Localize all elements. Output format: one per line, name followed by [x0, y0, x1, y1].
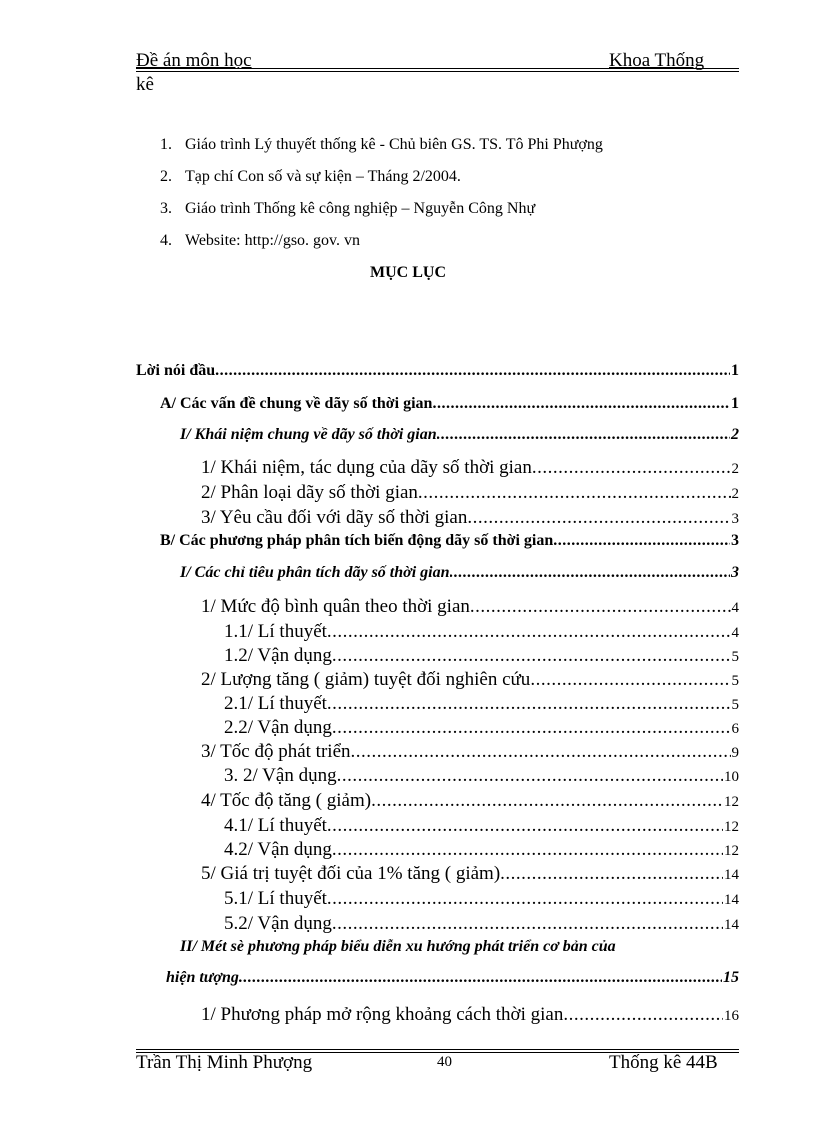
- toc-entry-page: 12: [724, 794, 739, 810]
- toc-leader: [437, 426, 730, 444]
- toc-entry-page: 9: [731, 745, 739, 761]
- toc-entry-page: 4: [731, 625, 739, 641]
- toc-entry-page: 10: [724, 769, 739, 785]
- reference-text: Website: http://gso. gov. vn: [185, 232, 360, 249]
- toc-entry-page: 3: [731, 532, 739, 549]
- toc-entry-label: 5.2/ Vận dụng: [224, 913, 332, 934]
- toc-entry-label: I/ Các chỉ tiêu phân tích dãy số thời gian: [180, 564, 450, 581]
- toc-leader: [418, 482, 731, 504]
- reference-number: 3.: [160, 200, 172, 217]
- toc-entry-label: 2/ Phân loại dãy số thời gian: [201, 482, 418, 503]
- toc-entry-label: 2/ Lượng tăng ( giảm) tuyệt đối nghiên cứu: [201, 669, 531, 690]
- toc-entry-page: 16: [724, 1008, 739, 1024]
- toc-entry-label: 3. 2/ Vận dụng: [224, 765, 337, 786]
- toc-leader: [327, 815, 723, 837]
- toc-entry-label: B/ Các phương pháp phân tích biến động dãy số thời gian: [160, 532, 554, 549]
- toc-entry-label: 3/ Tốc độ phát triển: [201, 741, 351, 762]
- reference-item: [160, 230, 603, 262]
- toc-entry-multiline-label: II/ Mét sè phương pháp biểu diễn xu hướng phát triển cơ bản của: [180, 938, 616, 955]
- references-list: [160, 134, 603, 262]
- toc-entry: [166, 969, 739, 987]
- toc-entry: [201, 482, 739, 504]
- reference-number: 2.: [160, 168, 172, 185]
- toc-leader: [327, 693, 731, 715]
- toc-leader: [467, 507, 730, 529]
- toc-entry: [224, 717, 739, 739]
- toc-leader: [532, 457, 731, 479]
- toc-entry-label: 5.1/ Lí thuyết: [224, 888, 327, 909]
- toc-entry-page: 12: [724, 819, 739, 835]
- header-course-title: Đề án môn học: [136, 50, 252, 71]
- toc-entry: [180, 564, 739, 582]
- toc-leader: [332, 717, 731, 739]
- toc-leader: [553, 532, 730, 550]
- toc-entry-page: 1: [731, 362, 739, 379]
- header-rule-secondary: [136, 71, 739, 72]
- toc-entry-label: 3/ Yêu cầu đối với dãy số thời gian: [201, 507, 468, 528]
- toc-entry: [201, 741, 739, 763]
- reference-number: 1.: [160, 136, 172, 153]
- toc-entry: [201, 1004, 739, 1026]
- toc-entry-page: 2: [731, 461, 739, 477]
- toc-leader: [371, 790, 723, 812]
- toc-entry-page: 14: [724, 892, 739, 908]
- reference-item: [160, 134, 603, 166]
- toc-entry-page: 3: [731, 511, 739, 527]
- header-faculty-wrap: kê: [136, 74, 154, 95]
- toc-entry-label: 4.2/ Vận dụng: [224, 839, 332, 860]
- toc-entry-page: 5: [731, 697, 739, 713]
- toc-leader: [500, 863, 723, 885]
- toc-leader: [215, 362, 730, 380]
- toc-entry-page: 3: [731, 564, 739, 581]
- toc-entry-label: I/ Khái niệm chung về dãy số thời gian: [180, 426, 437, 443]
- toc-leader: [351, 741, 731, 763]
- toc-entry: [224, 888, 739, 910]
- toc-entry-label: 1.2/ Vận dụng: [224, 645, 332, 666]
- toc-leader: [337, 765, 723, 787]
- toc-entry: [201, 669, 739, 691]
- toc-entry: [224, 913, 739, 935]
- toc-entry: [201, 507, 739, 529]
- footer-author: Trần Thị Minh Phượng: [136, 1052, 313, 1073]
- toc-entry-label: 1.1/ Lí thuyết: [224, 621, 327, 642]
- toc-entry-page: 4: [731, 600, 739, 616]
- toc-entry: [224, 645, 739, 667]
- header-rule: [136, 68, 739, 69]
- toc-leader: [332, 913, 723, 935]
- toc-entry-label: 4.1/ Lí thuyết: [224, 815, 327, 836]
- toc-entry: [224, 765, 739, 787]
- toc-leader: [332, 839, 723, 861]
- toc-entry: [201, 457, 739, 479]
- toc-entry: [201, 596, 739, 618]
- toc-leader: [327, 888, 723, 910]
- reference-text: Giáo trình Lý thuyết thống kê - Chủ biên GS. TS. Tô Phi Phượng: [185, 136, 603, 153]
- toc-entry-label: A/ Các vấn đề chung về dãy số thời gian: [160, 395, 433, 412]
- toc-entry: [180, 426, 739, 444]
- toc-entry-page: 14: [724, 867, 739, 883]
- toc-entry: [224, 621, 739, 643]
- toc-entry-label: Lời nói đầu: [136, 362, 216, 379]
- toc-entry-page: 2: [731, 426, 739, 443]
- reference-item: [160, 198, 603, 230]
- toc-title: MỤC LỤC: [370, 264, 446, 281]
- toc-leader: [432, 395, 730, 413]
- toc-entry-page: 6: [731, 721, 739, 737]
- toc-entry-page: 15: [723, 969, 739, 986]
- toc-entry-label: 1/ Khái niệm, tác dụng của dãy số thời gian: [201, 457, 532, 478]
- toc-entry-label: 5/ Giá trị tuyệt đối của 1% tăng ( giảm): [201, 863, 501, 884]
- toc-leader: [332, 645, 731, 667]
- toc-entry-page: 2: [731, 486, 739, 502]
- toc-entry: [201, 863, 739, 885]
- toc-entry-page: 5: [731, 673, 739, 689]
- toc-leader: [563, 1004, 723, 1026]
- toc-entry-page: 12: [724, 843, 739, 859]
- toc-entry: [224, 693, 739, 715]
- footer-class: Thống kê 44B: [609, 1052, 718, 1073]
- reference-item: [160, 166, 603, 198]
- toc-leader: [470, 596, 731, 618]
- reference-text: Tạp chí Con số và sự kiện – Tháng 2/2004.: [185, 168, 461, 185]
- footer-page-number: 40: [437, 1054, 452, 1070]
- toc-leader: [530, 669, 730, 691]
- reference-number: 4.: [160, 232, 172, 249]
- reference-text: Giáo trình Thống kê công nghiệp – Nguyễn Công Nhự: [185, 200, 536, 217]
- toc-entry-label: 1/ Mức độ bình quân theo thời gian: [201, 596, 470, 617]
- toc-entry-label: 4/ Tốc độ tăng ( giảm): [201, 790, 372, 811]
- footer-rule: [136, 1049, 739, 1050]
- header-faculty: Khoa Thống: [609, 50, 705, 71]
- toc-leader: [327, 621, 731, 643]
- toc-entry-label: 1/ Phương pháp mở rộng khoảng cách thời gian: [201, 1004, 564, 1025]
- toc-entry-page: 14: [724, 917, 739, 933]
- toc-entry-page: 5: [731, 649, 739, 665]
- toc-entry-page: 1: [731, 395, 739, 412]
- toc-entry: [201, 790, 739, 812]
- toc-entry-label: 2.2/ Vận dụng: [224, 717, 332, 738]
- toc-entry-label: hiện tượng: [166, 969, 239, 986]
- toc-leader: [239, 969, 722, 987]
- toc-entry: [224, 839, 739, 861]
- toc-entry-label: 2.1/ Lí thuyết: [224, 693, 327, 714]
- toc-entry: [160, 395, 739, 413]
- toc-leader: [450, 564, 730, 582]
- toc-entry: [136, 362, 739, 380]
- toc-entry: [160, 532, 739, 550]
- toc-entry: [224, 815, 739, 837]
